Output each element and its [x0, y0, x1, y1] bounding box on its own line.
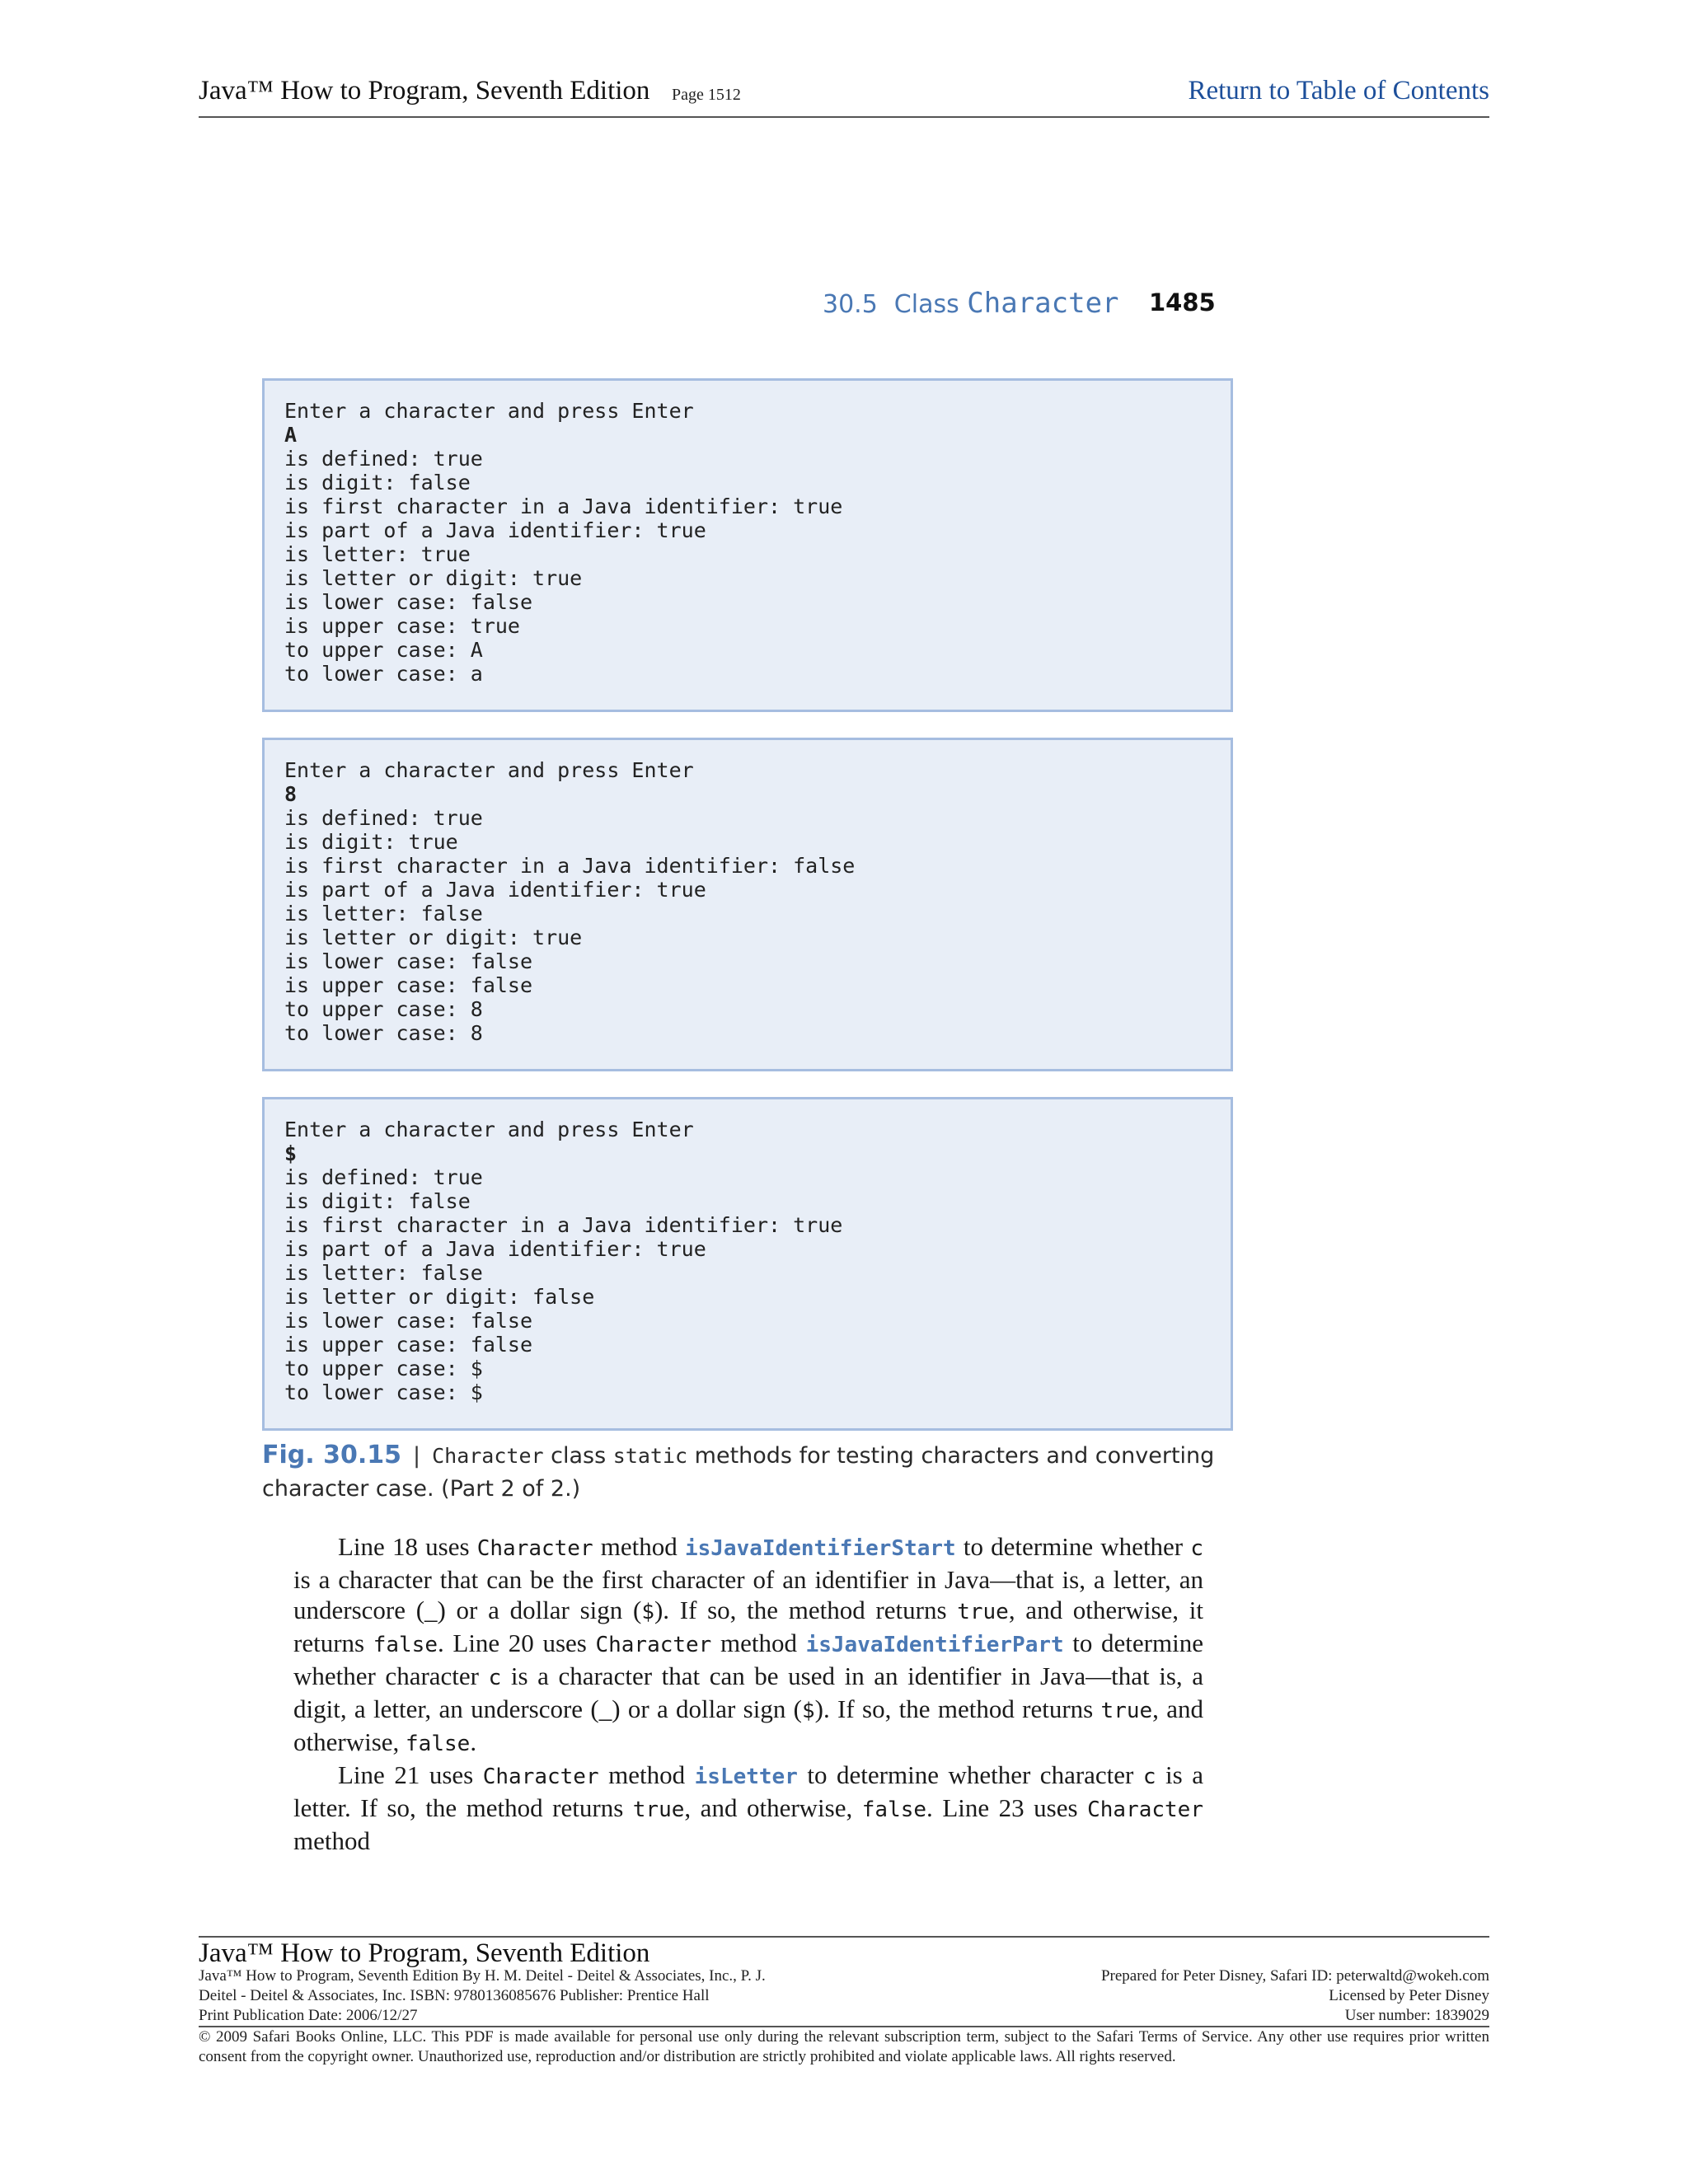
inline-code: $	[802, 1699, 815, 1723]
text-run: .	[470, 1727, 477, 1756]
inline-code: c	[1142, 1765, 1156, 1789]
section-number: 30.5	[823, 290, 878, 319]
figure-caption	[262, 1439, 1235, 1506]
footer-line: Print Publication Date: 2006/12/27	[199, 2007, 418, 2024]
text-run: . Line 23 uses	[926, 1793, 1088, 1822]
output-line: is letter or digit: true	[284, 926, 583, 949]
footer-line: User number: 1839029	[1344, 2007, 1489, 2024]
text-run: ). If so, the method returns	[814, 1694, 1101, 1723]
text-run: is a letter. If so, the method returns	[293, 1760, 1204, 1822]
caption-code: static	[612, 1444, 688, 1468]
inline-code: Character	[595, 1633, 712, 1657]
text-run: Line 18 uses	[338, 1532, 477, 1561]
running-head	[823, 287, 1119, 320]
inline-code: false	[373, 1633, 438, 1657]
output-line: is letter: false	[284, 902, 483, 926]
output-line: is upper case: true	[284, 614, 520, 638]
method-name-keyword: isLetter	[694, 1765, 798, 1789]
output-line: is defined: true	[284, 447, 483, 471]
text-run: . Line 20 uses	[438, 1629, 596, 1657]
inline-code: true	[957, 1600, 1009, 1624]
page-label: Page 1512	[672, 86, 741, 104]
section-class-word: Class	[893, 290, 959, 319]
output-line: is defined: true	[284, 1165, 483, 1189]
output-line: is letter: false	[284, 1261, 483, 1285]
output-line: is digit: true	[284, 830, 458, 854]
output-prompt: Enter a character and press Enter	[284, 1118, 694, 1141]
output-line: is lower case: false	[284, 590, 533, 614]
output-line: to lower case: a	[284, 662, 483, 686]
output-line: to lower case: $	[284, 1380, 483, 1404]
output-line: to upper case: $	[284, 1357, 483, 1380]
output-line: is defined: true	[284, 806, 483, 830]
text-run: , and otherwise, it returns	[293, 1596, 1203, 1657]
body-paragraph	[293, 1760, 1203, 1856]
inline-code: c	[488, 1666, 502, 1690]
inline-code: true	[1100, 1699, 1153, 1723]
program-output-box	[262, 378, 1233, 712]
output-user-input: 8	[284, 782, 298, 806]
caption-separator: |	[412, 1443, 421, 1469]
caption-text: class	[543, 1443, 613, 1469]
output-prompt: Enter a character and press Enter	[284, 399, 694, 423]
text-run: method	[593, 1532, 685, 1561]
inline-code: true	[632, 1797, 685, 1822]
text-run: is a character that can be used in an identifier in Java—that is, a digit, a letter, an underscore (_) or a dollar sign (	[293, 1661, 1203, 1723]
inline-code: false	[406, 1732, 471, 1756]
output-line: is letter or digit: false	[284, 1285, 595, 1309]
text-run: ). If so, the method returns	[654, 1596, 958, 1624]
output-line: is lower case: false	[284, 1309, 533, 1333]
output-line: to lower case: 8	[284, 1021, 483, 1045]
footer-line: Deitel - Deitel & Associates, Inc. ISBN: 9780136085676 Publisher: Prentice Hall	[199, 1987, 710, 2004]
output-line: is part of a Java identifier: true	[284, 878, 706, 902]
inline-code: $	[641, 1600, 654, 1624]
footer-divider	[199, 1936, 1489, 1938]
output-line: is digit: false	[284, 1189, 471, 1213]
figure-label: Fig. 30.15	[262, 1441, 401, 1469]
header-divider	[199, 116, 1489, 118]
text-run: to determine whether character	[797, 1760, 1143, 1789]
book-title-header: Java™ How to Program, Seventh Edition	[199, 76, 650, 105]
output-line: to upper case: 8	[284, 997, 483, 1021]
caption-text: methods for testing characters and converting character case. (Part 2 of 2.)	[262, 1443, 1215, 1502]
text-run: , and otherwise,	[684, 1793, 862, 1822]
book-page-number: 1485	[1149, 288, 1216, 316]
program-output-box	[262, 738, 1233, 1071]
text-run: to determine whether	[955, 1532, 1191, 1561]
output-line: is part of a Java identifier: true	[284, 518, 706, 542]
text-run: is a character that can be the first character of an identifier in Java—that is, a letter, an underscore (_) or a dollar sign (	[293, 1565, 1203, 1624]
output-line: is first character in a Java identifier: true	[284, 494, 843, 518]
text-run: , and otherwise,	[293, 1694, 1203, 1756]
caption-code: Character	[432, 1444, 544, 1468]
body-paragraph	[293, 1531, 1203, 1760]
footer-book-title: Java™ How to Program, Seventh Edition	[199, 1938, 650, 1968]
inline-code: c	[1190, 1536, 1203, 1561]
method-name-keyword: isJavaIdentifierPart	[805, 1633, 1064, 1657]
program-output-box	[262, 1097, 1233, 1431]
text-run: to determine whether character	[293, 1629, 1203, 1690]
inline-code: Character	[1087, 1797, 1203, 1822]
output-line: is first character in a Java identifier: true	[284, 1213, 843, 1237]
text-run: method	[293, 1826, 370, 1855]
footer-line: Licensed by Peter Disney	[1329, 1987, 1489, 2004]
method-name-keyword: isJavaIdentifierStart	[684, 1536, 956, 1561]
output-line: is part of a Java identifier: true	[284, 1237, 706, 1261]
footer-publication-info	[199, 1966, 766, 2026]
body-text	[293, 1531, 1203, 1856]
output-line: is upper case: false	[284, 973, 533, 997]
output-line: is letter or digit: true	[284, 566, 583, 590]
output-prompt: Enter a character and press Enter	[284, 758, 694, 782]
output-line: is upper case: false	[284, 1333, 533, 1357]
copyright-notice: © 2009 Safari Books Online, LLC. This PDF is made available for personal use only during the relevant subscription term, subject to the Safari Terms of Service. Any other use requires prior written consent from the copyright owner. Unauthorized use, reproduction and/or distribution are strictly prohibited and violate applicable laws. All rights reserved.	[199, 2028, 1489, 2065]
text-run: Line 21 uses	[338, 1760, 483, 1789]
inline-code: Character	[482, 1765, 599, 1789]
output-user-input: $	[284, 1141, 298, 1165]
footer-license-info	[1101, 1966, 1489, 2026]
section-class-name: Character	[967, 287, 1119, 320]
footer-line: Java™ How to Program, Seventh Edition By H. M. Deitel - Deitel & Associates, Inc., P. J.	[199, 1967, 766, 1985]
output-line: is first character in a Java identifier: false	[284, 854, 856, 878]
output-line: is lower case: false	[284, 949, 533, 973]
output-line: to upper case: A	[284, 638, 483, 662]
output-user-input: A	[284, 423, 298, 447]
footer-line: Prepared for Peter Disney, Safari ID: peterwaltd@wokeh.com	[1100, 1967, 1489, 1985]
text-run: method	[711, 1629, 806, 1657]
output-line: is digit: false	[284, 471, 471, 494]
inline-code: false	[861, 1797, 927, 1822]
return-to-toc-link[interactable]: Return to Table of Contents	[1188, 76, 1489, 105]
output-line: is letter: true	[284, 542, 471, 566]
inline-code: Character	[476, 1536, 593, 1561]
text-run: method	[598, 1760, 695, 1789]
